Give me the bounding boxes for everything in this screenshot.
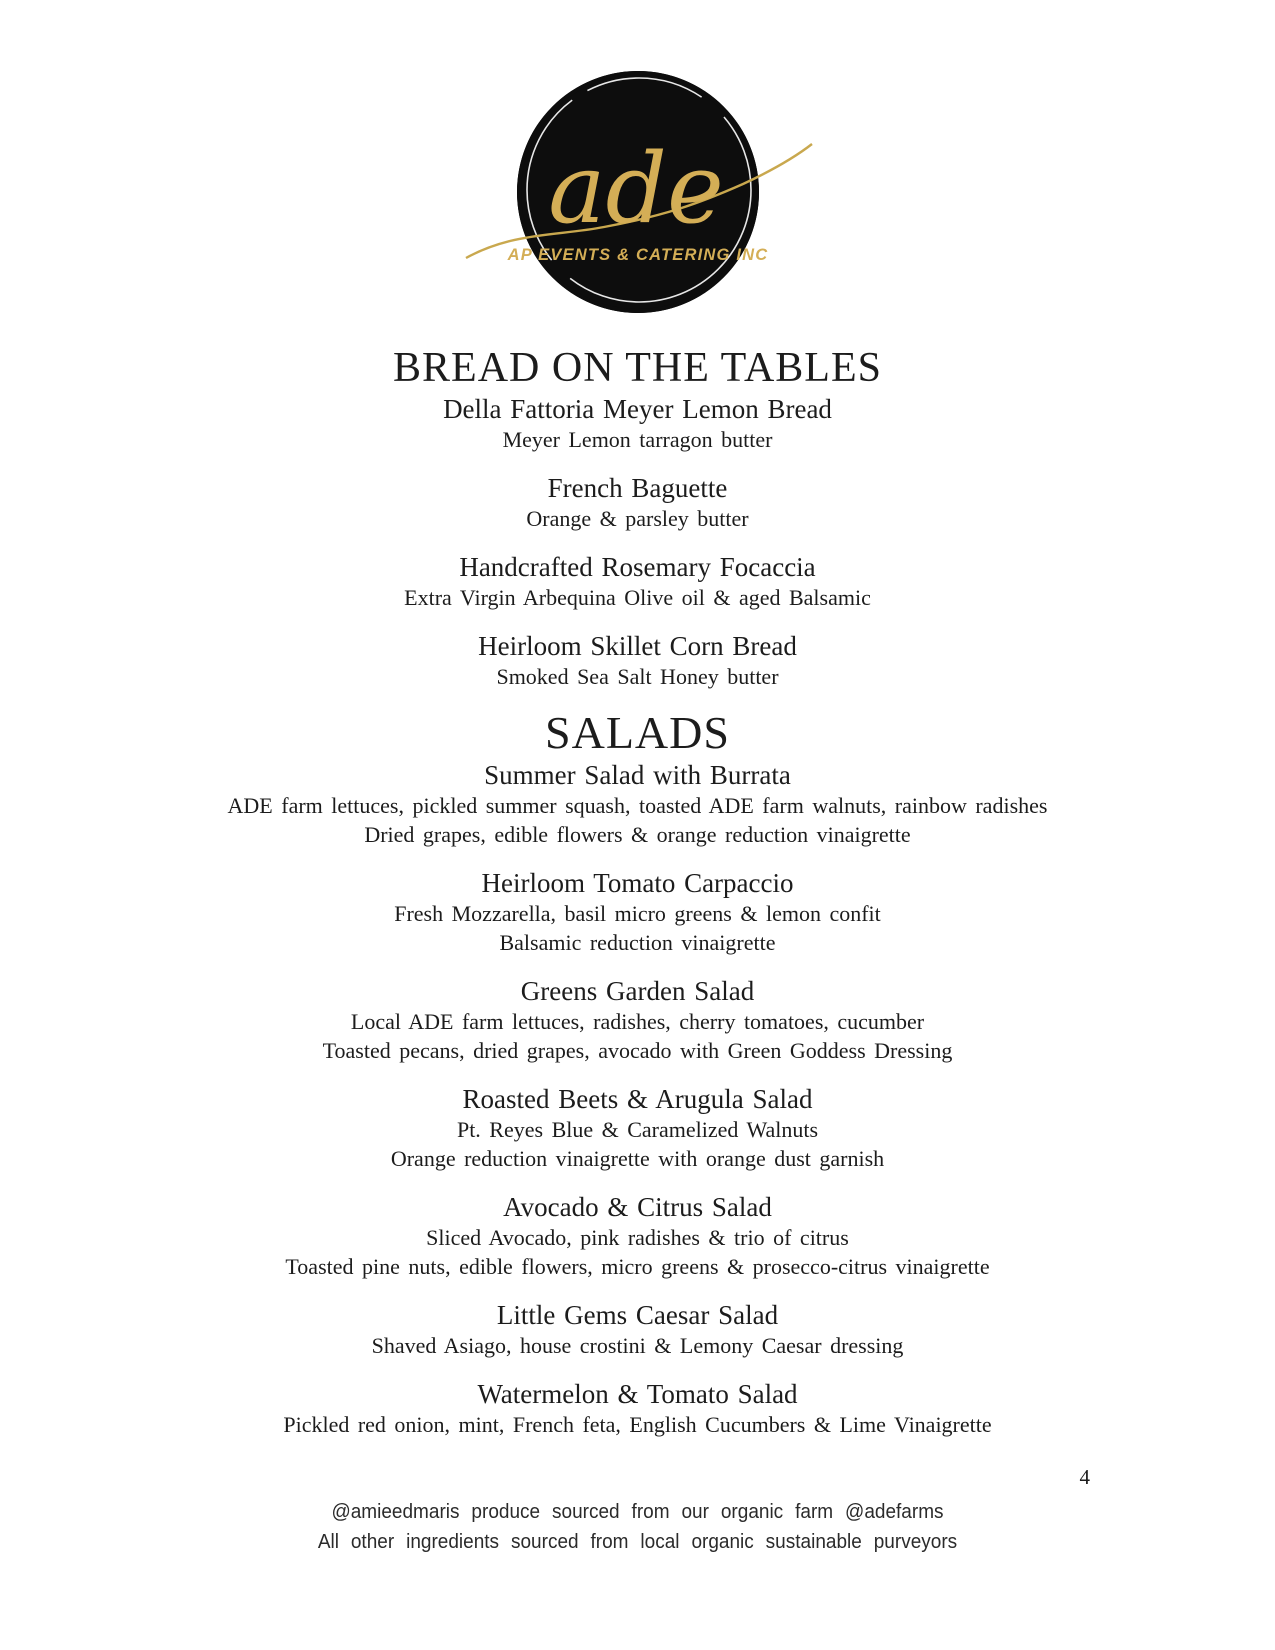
item-name: Greens Garden Salad [520,976,755,1006]
item-description: Toasted pine nuts, edible flowers, micro greens & prosecco-citrus vinaigrette [285,1254,990,1279]
footer-line: @amieedmaris produce sourced from our organic farm @adefarms [331,1501,944,1523]
menu-item [0,630,1275,691]
item-description: Extra Virgin Arbequina Olive oil & aged Balsamic [404,585,871,610]
menu-item [0,759,1275,849]
item-name: Avocado & Citrus Salad [503,1192,772,1222]
item-description: Balsamic reduction vinaigrette [499,930,776,955]
item-name: Summer Salad with Burrata [484,760,791,790]
item-name: French Baguette [547,473,728,503]
item-description: Meyer Lemon tarragon butter [502,427,773,452]
item-description: Local ADE farm lettuces, radishes, cherry tomatoes, cucumber [350,1009,925,1034]
page-number: 4 [1079,1465,1090,1489]
brand-monogram: ade [547,133,724,245]
menu-item [0,551,1275,612]
item-description: Sliced Avocado, pink radishes & trio of citrus [426,1225,849,1250]
footer-line: All other ingredients sourced from local organic sustainable purveyors [317,1531,958,1553]
item-description: Fresh Mozzarella, basil micro greens & lemon confit [394,901,881,926]
item-name: Roasted Beets & Arugula Salad [462,1084,813,1114]
section-title-salads: SALADS [545,707,730,758]
item-description: Shaved Asiago, house crostini & Lemony Caesar dressing [371,1333,904,1358]
menu-item [0,975,1275,1065]
menu-item [0,1299,1275,1360]
logo [0,0,1275,333]
item-description: Pt. Reyes Blue & Caramelized Walnuts [456,1117,819,1142]
item-description: ADE farm lettuces, pickled summer squash, toasted ADE farm walnuts, rainbow radishes [227,793,1048,818]
brand-name: AP EVENTS & CATERING INC [507,246,768,264]
item-description: Dried grapes, edible flowers & orange reduction vinaigrette [364,822,911,847]
item-name: Heirloom Skillet Corn Bread [478,631,797,661]
menu-item [0,393,1275,454]
menu-item [0,1378,1275,1439]
item-description: Orange reduction vinaigrette with orange dust garnish [390,1146,885,1171]
item-description: Pickled red onion, mint, French feta, English Cucumbers & Lime Vinaigrette [283,1412,992,1437]
menu-item [0,1083,1275,1173]
item-name: Watermelon & Tomato Salad [477,1379,798,1409]
section-title-bread: BREAD ON THE TABLES [393,345,882,391]
brand-logo-icon [458,62,818,328]
item-name: Little Gems Caesar Salad [496,1300,779,1330]
item-description: Toasted pecans, dried grapes, avocado with Green Goddess Dressing [322,1038,953,1063]
menu-item [0,472,1275,533]
item-name: Della Fattoria Meyer Lemon Bread [443,394,832,424]
item-description: Smoked Sea Salt Honey butter [496,664,779,689]
item-name: Heirloom Tomato Carpaccio [481,868,794,898]
item-description: Orange & parsley butter [526,506,749,531]
item-name: Handcrafted Rosemary Focaccia [459,552,816,582]
footer [32,1497,1243,1557]
menu-item [0,1191,1275,1281]
menu-item [0,867,1275,957]
